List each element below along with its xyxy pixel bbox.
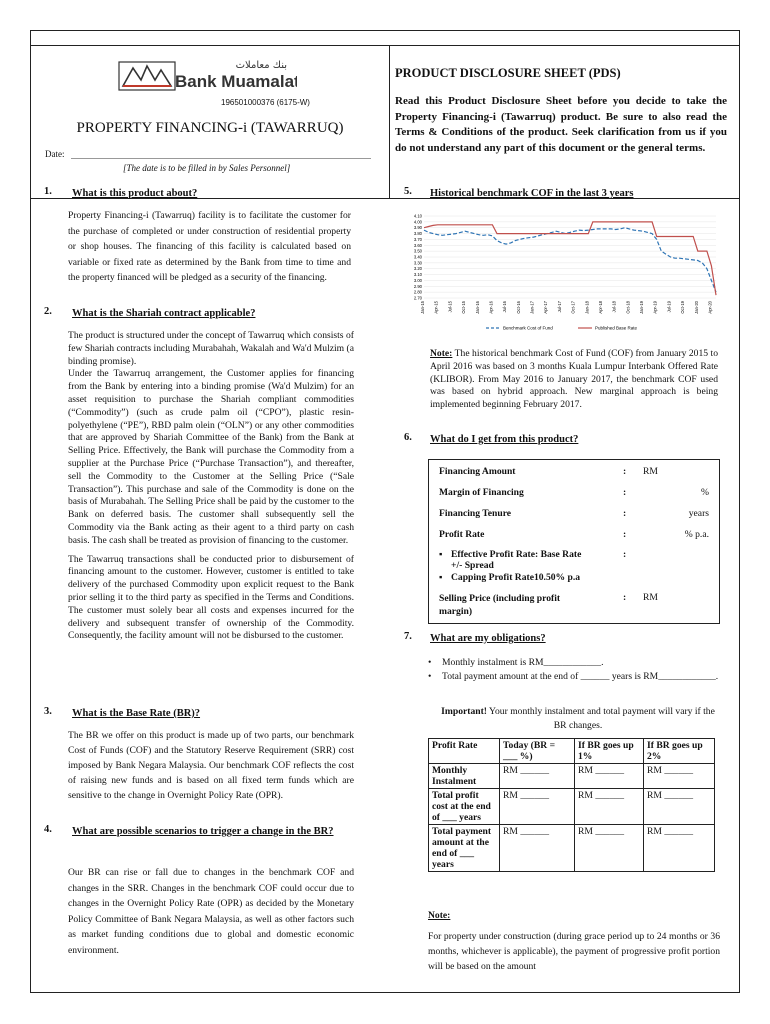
table-row-label: Monthly Instalment <box>429 764 500 789</box>
table-cell[interactable]: RM ______ <box>575 825 644 872</box>
x-tick-label: Apr-17 <box>543 301 549 314</box>
section-1-body: Property Financing-i (Tawarruq) facility is to facilitate the customer for the purchase of completed or under construction of residential property or shop houses. The financing of this facility is calculated based on variable or fixed rate as determined by the Bank from time to time and the property financed will be pledged as a security of the financing. <box>68 210 351 283</box>
x-tick-label: Apr-19 <box>652 301 658 314</box>
row-label: Profit Rate <box>439 529 485 540</box>
selling-price-label: Selling Price (including profit margin) <box>439 593 561 617</box>
y-tick-label: 4.00 <box>413 219 422 225</box>
x-tick-label: Jul-17 <box>556 301 562 313</box>
x-tick-label: Oct-19 <box>680 301 686 314</box>
total-payment-text: Total payment amount at the end of ______ years is RM____________. <box>442 670 719 682</box>
header <box>31 45 739 199</box>
row-financing-tenure <box>439 508 715 519</box>
x-tick-label: Oct-15 <box>461 301 467 314</box>
x-tick-label: Apr-16 <box>488 301 494 314</box>
important-note <box>436 705 720 732</box>
section-2-paragraph-3: The Tawarruq transactions shall be conducted prior to disbursement of financing amount to the customer. However, customer is entitled to take delivery of the purchased Commodity upon explicit request to the Bank prior selling it to the third party as specified in the Terms and Conditions. The customer must solely bear all costs and expenses incurred for the delivery and subsequent transfer of ownership of the Commodity. Consequently, the facility amount will not be disbursed to the customer. <box>68 553 354 642</box>
table-header-row <box>429 739 715 764</box>
y-tick-label: 3.70 <box>413 236 422 242</box>
y-tick-label: 2.80 <box>413 289 422 295</box>
table-row-label: Total profit cost at the end of ___ years <box>429 789 500 825</box>
table-cell[interactable]: RM ______ <box>500 764 575 789</box>
y-tick-label: 3.50 <box>413 248 422 254</box>
margin-value[interactable]: % <box>701 487 709 498</box>
y-tick-label: 3.80 <box>413 231 422 237</box>
row-label: Financing Tenure <box>439 508 512 519</box>
x-tick-label: Apr-18 <box>597 301 603 314</box>
legend-label: Benchmark Cost of Fund <box>503 325 553 331</box>
section-number: 7. <box>404 631 412 642</box>
table-cell[interactable]: RM ______ <box>500 825 575 872</box>
x-tick-label: Jan-15 <box>420 301 425 314</box>
profit-rate-value[interactable]: % p.a. <box>684 529 709 540</box>
table-row-label: Total payment amount at the end of ___ years <box>429 825 500 872</box>
financing-amount-value[interactable]: RM <box>643 466 658 477</box>
section-4-body: Our BR can rise or fall due to changes in the benchmark COF and changes in the SRR. Changes in the benchmark COF could occur due to changes in the Overnight Policy Rate (OPR) as decided by the Monetary Policy Committee of Bank Negara Malaysia, as well as other factors such as market funding conditions due to global and domestic economic environment. <box>68 867 354 956</box>
section-number: 6. <box>404 432 412 443</box>
date-note: [The date is to be filled in by Sales Personnel] <box>123 163 291 173</box>
legend-label: Published Base Rate <box>595 325 638 331</box>
section-7-note-label: Note: <box>428 910 451 921</box>
table-row <box>429 764 715 789</box>
x-tick-label: Jul-19 <box>666 301 672 313</box>
capping-rate-label: Capping Profit Rate10.50% p.a <box>451 572 581 583</box>
row-colon: : <box>623 466 627 477</box>
x-tick-label: Jan-19 <box>639 301 644 314</box>
date-field[interactable] <box>71 158 371 159</box>
financing-details-box <box>428 459 720 624</box>
x-tick-label: Jan-17 <box>529 301 535 314</box>
bullet-icon: • <box>428 670 432 682</box>
y-tick-label: 3.30 <box>413 260 422 266</box>
row-colon: : <box>623 508 627 519</box>
note-text: The historical benchmark Cost of Fund (COF) from January 2015 to April 2016 was based on 3 months Kuala Lumpur Interbank Offered Rate (KLIBOR). From May 2016 to January 2017, the benchmark COF used was based on hybrid approach. New marginal approach is being implemented beginning February 2017. <box>430 348 718 411</box>
table-header-cell: Profit Rate <box>429 739 500 764</box>
header-left <box>31 46 390 198</box>
section-number: 3. <box>44 706 52 717</box>
table-header-cell: Today (BR = ___ %) <box>500 739 575 764</box>
table-header-cell: If BR goes up 2% <box>644 739 715 764</box>
important-label: Important! <box>441 706 487 717</box>
date-label: Date: <box>45 149 65 159</box>
x-tick-label: Apr-20 <box>707 301 713 314</box>
bank-muamalat-logo <box>117 56 297 94</box>
table-cell[interactable]: RM ______ <box>644 764 715 789</box>
brand-arabic-text: بنك معاملات <box>235 60 287 71</box>
important-text: Your monthly instalment and total payment will vary if the BR changes. <box>487 706 715 731</box>
row-colon: : <box>623 529 627 540</box>
x-tick-label: Oct-16 <box>515 301 521 314</box>
cof-chart <box>404 210 720 335</box>
section-7-note: For property under construction (during grace period up to 24 months or 36 months, whichever is applicable), the payment of progressive profit portion will be based on the amount <box>428 931 720 972</box>
y-tick-label: 3.90 <box>413 225 422 231</box>
section-3-body: The BR we offer on this product is made up of two parts, our benchmark Cost of Funds (COF) and the Statutory Reserve Requirement (SRR) cost imposed by Bank Negara Malaysia. Our benchmark COF reflects the cost of raising new funds and is based on all fixed term funds which are sensitive to the change in Overnight Policy Rate (OPR). <box>68 730 354 801</box>
section-2-body <box>68 330 354 643</box>
row-colon: : <box>623 592 627 603</box>
bullet-icon: • <box>428 657 432 668</box>
section-title: What is the Base Rate (BR)? <box>72 708 201 719</box>
note-label: Note: <box>430 348 453 359</box>
obligations-list <box>428 656 720 683</box>
cof-chart-svg <box>404 210 720 335</box>
product-title: PROPERTY FINANCING-i (TAWARRUQ) <box>76 120 344 136</box>
registration-number: 196501000376 (6175-W) <box>221 98 310 107</box>
effective-rate-label: Effective Profit Rate: Base Rate +/- Spread <box>451 549 582 571</box>
table-cell[interactable]: RM ______ <box>575 764 644 789</box>
row-capping-profit-rate <box>439 572 715 583</box>
x-tick-label: Jul-16 <box>502 301 508 313</box>
x-tick-label: Jan-16 <box>474 301 480 314</box>
section-2-paragraph-1: The product is structured under the concept of Tawarruq which consists of few Shariah contracts including Murabahah, Wakalah and Wa'd Mulzim (a binding promise). <box>68 330 354 367</box>
y-tick-label: 2.90 <box>413 283 422 289</box>
brand-text: Bank Muamalat <box>175 72 297 91</box>
section-number: 4. <box>44 824 52 835</box>
y-tick-label: 3.40 <box>413 254 422 260</box>
section-title: What do I get from this product? <box>430 434 579 445</box>
section-number: 1. <box>44 186 52 197</box>
tenure-value[interactable]: years <box>688 508 709 519</box>
table-header-cell: If BR goes up 1% <box>575 739 644 764</box>
row-financing-amount <box>439 466 715 477</box>
row-label: Margin of Financing <box>439 487 524 498</box>
table-cell[interactable]: RM ______ <box>644 825 715 872</box>
table-cell[interactable]: RM ______ <box>500 789 575 825</box>
section-number: 5. <box>404 186 412 197</box>
y-tick-label: 3.60 <box>413 242 422 248</box>
pds-title: PRODUCT DISCLOSURE SHEET (PDS) <box>395 66 621 80</box>
x-tick-label: Apr-15 <box>433 301 439 314</box>
section-title: What are my obligations? <box>430 633 546 644</box>
list-item <box>428 670 720 684</box>
pds-intro: Read this Product Disclosure Sheet before you decide to take the Property Financing-i (Tawarruq) product. Be sure to also read the Terms & Conditions of the product. Seek clarification from us if you do not understand any part of this document or the general terms. <box>395 95 727 154</box>
row-profit-rate <box>439 529 715 540</box>
row-label: Financing Amount <box>439 466 516 477</box>
x-tick-label: Jan-20 <box>693 301 699 314</box>
table-cell[interactable]: RM ______ <box>644 789 715 825</box>
x-tick-label: Jan-18 <box>584 301 590 314</box>
section-title: What are possible scenarios to trigger a change in the BR? <box>72 826 334 837</box>
row-colon: : <box>623 549 627 560</box>
section-title: What is this product about? <box>72 188 198 199</box>
series-line-benchmark-cof <box>424 228 716 292</box>
x-tick-label: Jul-18 <box>611 301 617 313</box>
bullet-icon: ▪ <box>439 572 443 583</box>
header-right <box>389 46 739 198</box>
section-2-paragraph-2: Under the Tawarruq arrangement, the Customer applies for financing from the Bank by entering into a binding promise (Wa'd Mulzim) for an asset requisition to purchase the Shariah compliant commodities (“Commodity”) (such as crude palm oil (“CPO”), plastic resin-polyethylene (“PE”), RBD palm olein (“OLN”) or any other commodities that are approved by Shariah Committee of the Bank) from the Bank at Selling Price. Effectively, the Bank will purchase the Commodity from a supplier at the Purchase Price (“Purchase Transaction”), and thereafter, sell the Commodity to the Customer at the Selling Price (“Sale Transaction”). This purchase and sale of the Commodity is done on the basis of Murabahah. The Selling Price shall be paid by the customer to the Bank on deferred basis. The customer shall subsequently sell the Commodity via the Bank acting as their agent to a third party on cash basis. The cash shall be treated as provision of financing to the customer. <box>68 368 354 546</box>
section-5-note <box>430 348 718 412</box>
section-title: What is the Shariah contract applicable? <box>72 308 256 319</box>
selling-price-value[interactable]: RM <box>643 592 658 603</box>
y-tick-label: 3.20 <box>413 266 422 272</box>
y-tick-label: 3.00 <box>413 277 422 283</box>
x-tick-label: Oct-17 <box>570 301 576 314</box>
table-row <box>429 825 715 872</box>
y-tick-label: 2.70 <box>413 295 422 301</box>
section-title: Historical benchmark COF in the last 3 years <box>430 188 634 199</box>
table-row <box>429 789 715 825</box>
monthly-instalment-text: Monthly instalment is RM____________. <box>442 657 604 668</box>
row-effective-profit-rate <box>439 549 589 571</box>
row-margin-of-financing <box>439 487 715 498</box>
section-number: 2. <box>44 306 52 317</box>
list-item <box>428 656 720 670</box>
y-tick-label: 3.10 <box>413 272 422 278</box>
x-tick-label: Oct-18 <box>625 301 631 314</box>
y-tick-label: 4.10 <box>413 213 422 219</box>
row-colon: : <box>623 487 627 498</box>
x-tick-label: Jul-15 <box>447 301 453 313</box>
bullet-icon: ▪ <box>439 549 443 560</box>
table-cell[interactable]: RM ______ <box>575 789 644 825</box>
profit-rate-table <box>428 738 715 872</box>
